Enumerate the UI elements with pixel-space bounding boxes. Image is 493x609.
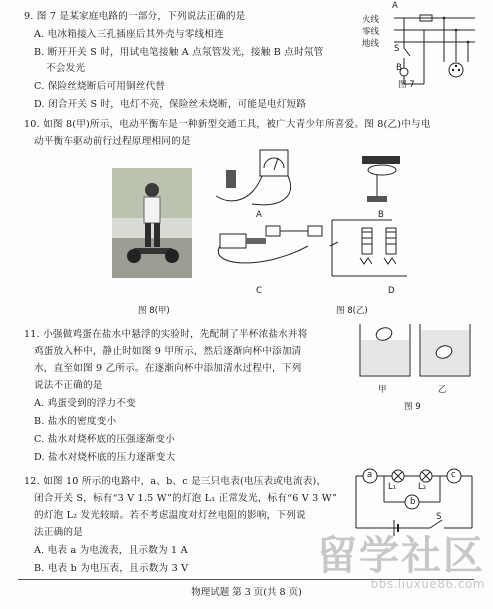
page-footer: 物理试题 第 3 页(共 8 页) — [191, 587, 302, 598]
q11-stem-line2: 鸡蛋放入杯中，静止时如图 9 甲所示，然后逐渐向杯中添加清 — [34, 346, 302, 357]
fig7-neutral-wire-label: 零线 — [362, 27, 380, 37]
fig10-lamp-l1-label: L₁ — [388, 482, 397, 492]
watermark-url: bbs.liuxue86.com — [370, 577, 485, 591]
figure-8-yi-options — [212, 146, 482, 301]
fig9-jia-label: 甲 — [378, 385, 387, 395]
fig7-caption: 图 7 — [398, 80, 415, 90]
q9-option-b-line2: 不会发光 — [46, 63, 86, 74]
q9-option-c: C. 保险丝烧断后可用铜丝代替 — [34, 81, 166, 92]
fig8-option-c-label: C — [256, 286, 262, 296]
fig8-jia-caption: 图 8(甲) — [138, 306, 170, 316]
q11-stem-line4: 说法不正确的是 — [34, 380, 103, 391]
q9-stem: 9. 图 7 是某家庭电路的一部分，下列说法正确的是 — [24, 11, 246, 22]
q11-option-a: A. 鸡蛋受到的浮力不变 — [34, 398, 136, 409]
fig7-point-b-label: B — [396, 63, 402, 73]
fig9-caption: 图 9 — [404, 402, 421, 412]
q11-option-d: D. 盐水对烧杯底的压力逐渐变大 — [34, 452, 176, 463]
fig7-live-wire-label: 火线 — [362, 15, 380, 25]
fig7-switch-label: S — [394, 44, 400, 54]
fig7-point-a-label: A — [392, 1, 398, 11]
fig8-option-d-label: D — [388, 286, 395, 296]
figure-9-beakers — [356, 318, 476, 380]
q9-option-b-line1: B. 断开开关 S 时，用试电笔接触 A 点氖管发光，接触 B 点时氖管 — [34, 47, 324, 58]
fig10-meter-a-label: a — [367, 470, 373, 480]
fig8-option-b-label: B — [378, 210, 384, 220]
footer-divider — [18, 579, 474, 580]
q12-stem-line4: 法正确的是 — [34, 527, 83, 538]
q11-stem-line1: 11. 小强做鸡蛋在盐水中悬浮的实验时，先配制了半杯浓盐水并将 — [24, 329, 308, 340]
q9-option-a: A. 电冰箱接入三孔插座后其外壳与零线相连 — [34, 29, 224, 40]
watermark — [317, 535, 485, 591]
fig10-switch-label: S — [436, 512, 442, 522]
q11-option-c: C. 盐水对烧杯底的压强逐渐变小 — [34, 434, 176, 445]
q12-stem-line2: 闭合开关 S，标有“3 V 1.5 W”的灯泡 L₁ 正常发光，标有“6 V 3 W” — [34, 493, 338, 504]
fig8-option-a-label: A — [256, 210, 262, 220]
q12-option-b: B. 电表 b 为电压表，且示数为 3 V — [34, 563, 189, 574]
q10-stem-line2: 动平衡车驱动前行过程原理相同的是 — [34, 136, 191, 147]
q11-stem-line3: 水，直至如图 9 乙所示。在逐渐向杯中添加清水过程中，下列 — [34, 363, 302, 374]
fig10-lamp-l2-label: L₂ — [418, 482, 427, 492]
fig9-yi-label: 乙 — [438, 385, 447, 395]
q10-stem-line1: 10. 如图 8(甲)所示，电动平衡车是一种新型交通工具，被广大青少年所喜爱。图 8(乙)中与电 — [24, 119, 431, 130]
q12-stem-line3: 的灯泡 L₂ 发光较暗。若不考虑温度对灯丝电阻的影响，下列说 — [34, 510, 306, 521]
watermark-logo-text: 留学社区 — [317, 533, 485, 579]
q9-option-d: D. 闭合开关 S 时，电灯不亮，保险丝未烧断，可能是电灯短路 — [34, 99, 307, 110]
fig8-yi-caption: 图 8(乙) — [336, 306, 368, 316]
fig10-meter-b-label: b — [410, 497, 416, 507]
q12-stem-line1: 12. 如图 10 所示的电路中，a、b、c 是三只电表(电压表或电流表)， — [24, 476, 327, 487]
q12-option-a: A. 电表 a 为电流表，且示数为 1 A — [34, 545, 188, 556]
q11-option-b: B. 盐水的密度变小 — [34, 416, 117, 427]
fig10-meter-c-label: c — [451, 470, 456, 480]
fig7-earth-wire-label: 地线 — [362, 39, 380, 49]
figure-8-jia-photo — [112, 168, 192, 278]
